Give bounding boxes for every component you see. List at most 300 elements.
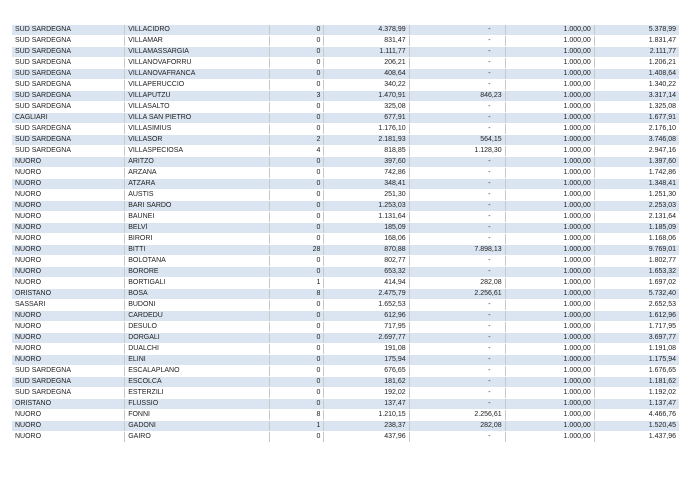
cell-total: 2.253,03 — [594, 201, 679, 212]
cell-total: 1.251,30 — [594, 190, 679, 201]
cell-amount-b: - — [409, 256, 505, 267]
table-row — [12, 344, 679, 355]
cell-total: 1.168,06 — [594, 234, 679, 245]
cell-amount-b: 564,15 — [409, 135, 505, 146]
cell-count: 0 — [270, 113, 324, 124]
table-row — [12, 355, 679, 366]
cell-amount-c: 1.000,00 — [505, 146, 594, 157]
cell-count: 28 — [270, 245, 324, 256]
cell-provincia: NUORO — [12, 278, 125, 289]
cell-total: 1.831,47 — [594, 36, 679, 47]
cell-amount-c: 1.000,00 — [505, 223, 594, 234]
cell-total: 1.742,86 — [594, 168, 679, 179]
cell-comune: VILLACIDRO — [125, 25, 270, 36]
cell-count: 0 — [270, 223, 324, 234]
cell-provincia: NUORO — [12, 168, 125, 179]
cell-total: 1.677,91 — [594, 113, 679, 124]
cell-count: 0 — [270, 366, 324, 377]
table-row — [12, 124, 679, 135]
table-row — [12, 212, 679, 223]
cell-amount-a: 192,02 — [324, 388, 409, 399]
cell-total: 1.676,65 — [594, 366, 679, 377]
cell-provincia: SUD SARDEGNA — [12, 366, 125, 377]
cell-amount-b: - — [409, 432, 505, 443]
cell-count: 0 — [270, 300, 324, 311]
cell-count: 0 — [270, 267, 324, 278]
cell-amount-c: 1.000,00 — [505, 201, 594, 212]
cell-count: 0 — [270, 333, 324, 344]
table-row — [12, 432, 679, 443]
cell-amount-c: 1.000,00 — [505, 190, 594, 201]
table-row — [12, 421, 679, 432]
table-row — [12, 69, 679, 80]
table-row — [12, 245, 679, 256]
cell-total: 5.378,99 — [594, 25, 679, 36]
cell-amount-a: 4.378,99 — [324, 25, 409, 36]
cell-total: 1.348,41 — [594, 179, 679, 190]
cell-amount-b: - — [409, 212, 505, 223]
cell-amount-c: 1.000,00 — [505, 267, 594, 278]
cell-amount-b: - — [409, 69, 505, 80]
cell-comune: BELVÌ — [125, 223, 270, 234]
cell-amount-a: 818,85 — [324, 146, 409, 157]
cell-comune: GADONI — [125, 421, 270, 432]
cell-amount-b: 2.256,61 — [409, 289, 505, 300]
cell-amount-c: 1.000,00 — [505, 256, 594, 267]
cell-amount-c: 1.000,00 — [505, 179, 594, 190]
cell-amount-a: 717,95 — [324, 322, 409, 333]
cell-count: 0 — [270, 344, 324, 355]
cell-provincia: SUD SARDEGNA — [12, 25, 125, 36]
cell-amount-a: 2.697,77 — [324, 333, 409, 344]
table-row — [12, 80, 679, 91]
cell-provincia: NUORO — [12, 432, 125, 443]
cell-amount-b: - — [409, 355, 505, 366]
cell-amount-b: - — [409, 25, 505, 36]
cell-amount-a: 340,22 — [324, 80, 409, 91]
cell-count: 0 — [270, 157, 324, 168]
cell-amount-b: - — [409, 388, 505, 399]
cell-provincia: SUD SARDEGNA — [12, 102, 125, 113]
cell-amount-a: 1.652,53 — [324, 300, 409, 311]
cell-count: 0 — [270, 256, 324, 267]
cell-comune: BOSA — [125, 289, 270, 300]
cell-comune: BAUNEI — [125, 212, 270, 223]
cell-total: 1.520,45 — [594, 421, 679, 432]
cell-provincia: CAGLIARI — [12, 113, 125, 124]
cell-comune: VILLANOVAFRANCA — [125, 69, 270, 80]
cell-amount-a: 1.111,77 — [324, 47, 409, 58]
cell-amount-c: 1.000,00 — [505, 388, 594, 399]
cell-provincia: SUD SARDEGNA — [12, 58, 125, 69]
cell-provincia: NUORO — [12, 179, 125, 190]
cell-amount-c: 1.000,00 — [505, 410, 594, 421]
cell-amount-b: - — [409, 399, 505, 410]
cell-provincia: NUORO — [12, 245, 125, 256]
cell-count: 0 — [270, 355, 324, 366]
cell-total: 1.192,02 — [594, 388, 679, 399]
cell-amount-b: - — [409, 179, 505, 190]
cell-amount-a: 831,47 — [324, 36, 409, 47]
cell-count: 8 — [270, 289, 324, 300]
cell-total: 1.137,47 — [594, 399, 679, 410]
cell-amount-a: 181,62 — [324, 377, 409, 388]
cell-amount-b: - — [409, 80, 505, 91]
cell-amount-c: 1.000,00 — [505, 135, 594, 146]
cell-comune: GAIRO — [125, 432, 270, 443]
cell-total: 3.697,77 — [594, 333, 679, 344]
cell-amount-b: - — [409, 311, 505, 322]
cell-provincia: SUD SARDEGNA — [12, 36, 125, 47]
cell-total: 2.176,10 — [594, 124, 679, 135]
cell-amount-a: 1.470,91 — [324, 91, 409, 102]
cell-total: 1.437,96 — [594, 432, 679, 443]
table-row — [12, 91, 679, 102]
cell-amount-c: 1.000,00 — [505, 36, 594, 47]
cell-amount-b: - — [409, 168, 505, 179]
cell-provincia: NUORO — [12, 410, 125, 421]
cell-provincia: NUORO — [12, 234, 125, 245]
cell-comune: FONNI — [125, 410, 270, 421]
cell-comune: VILLASIMIUS — [125, 124, 270, 135]
cell-count: 0 — [270, 124, 324, 135]
table-row — [12, 410, 679, 421]
cell-count: 1 — [270, 278, 324, 289]
cell-provincia: NUORO — [12, 421, 125, 432]
cell-comune: BUDONI — [125, 300, 270, 311]
cell-amount-c: 1.000,00 — [505, 157, 594, 168]
cell-amount-a: 2.475,79 — [324, 289, 409, 300]
cell-provincia: SUD SARDEGNA — [12, 69, 125, 80]
cell-total: 1.191,08 — [594, 344, 679, 355]
cell-amount-b: - — [409, 47, 505, 58]
cell-amount-c: 1.000,00 — [505, 80, 594, 91]
cell-total: 3.317,14 — [594, 91, 679, 102]
cell-amount-c: 1.000,00 — [505, 245, 594, 256]
cell-total: 1.206,21 — [594, 58, 679, 69]
cell-amount-c: 1.000,00 — [505, 25, 594, 36]
cell-amount-a: 408,64 — [324, 69, 409, 80]
cell-amount-a: 325,08 — [324, 102, 409, 113]
cell-count: 0 — [270, 69, 324, 80]
cell-count: 0 — [270, 311, 324, 322]
cell-total: 3.746,08 — [594, 135, 679, 146]
cell-provincia: NUORO — [12, 212, 125, 223]
table-row — [12, 399, 679, 410]
cell-amount-b: 1.128,30 — [409, 146, 505, 157]
cell-comune: VILLAPUTZU — [125, 91, 270, 102]
cell-provincia: SUD SARDEGNA — [12, 124, 125, 135]
cell-count: 0 — [270, 102, 324, 113]
cell-comune: ESTERZILI — [125, 388, 270, 399]
table-row — [12, 223, 679, 234]
table-row — [12, 157, 679, 168]
cell-count: 4 — [270, 146, 324, 157]
table-row — [12, 278, 679, 289]
cell-comune: ATZARA — [125, 179, 270, 190]
cell-amount-b: 282,08 — [409, 421, 505, 432]
cell-amount-c: 1.000,00 — [505, 168, 594, 179]
cell-comune: VILLANOVAFORRU — [125, 58, 270, 69]
cell-amount-c: 1.000,00 — [505, 355, 594, 366]
cell-count: 3 — [270, 91, 324, 102]
cell-count: 0 — [270, 234, 324, 245]
cell-count: 0 — [270, 377, 324, 388]
cell-amount-c: 1.000,00 — [505, 69, 594, 80]
cell-count: 0 — [270, 179, 324, 190]
cell-provincia: SUD SARDEGNA — [12, 47, 125, 58]
cell-amount-a: 1.131,64 — [324, 212, 409, 223]
table-row — [12, 289, 679, 300]
table-row — [12, 135, 679, 146]
cell-total: 2.947,16 — [594, 146, 679, 157]
cell-total: 1.185,09 — [594, 223, 679, 234]
table-row — [12, 168, 679, 179]
cell-total: 2.131,64 — [594, 212, 679, 223]
cell-provincia: NUORO — [12, 311, 125, 322]
cell-provincia: SUD SARDEGNA — [12, 80, 125, 91]
cell-amount-a: 238,37 — [324, 421, 409, 432]
cell-amount-a: 676,65 — [324, 366, 409, 377]
table-row — [12, 322, 679, 333]
cell-total: 4.466,76 — [594, 410, 679, 421]
cell-amount-a: 742,86 — [324, 168, 409, 179]
cell-count: 0 — [270, 47, 324, 58]
cell-amount-a: 612,96 — [324, 311, 409, 322]
cell-amount-c: 1.000,00 — [505, 102, 594, 113]
cell-count: 0 — [270, 388, 324, 399]
cell-amount-b: - — [409, 366, 505, 377]
cell-provincia: NUORO — [12, 267, 125, 278]
cell-comune: ELINI — [125, 355, 270, 366]
cell-amount-b: - — [409, 300, 505, 311]
table-row — [12, 377, 679, 388]
cell-amount-c: 1.000,00 — [505, 212, 594, 223]
cell-amount-b: 846,23 — [409, 91, 505, 102]
cell-total: 1.802,77 — [594, 256, 679, 267]
cell-amount-a: 802,77 — [324, 256, 409, 267]
cell-provincia: NUORO — [12, 190, 125, 201]
cell-provincia: NUORO — [12, 333, 125, 344]
cell-total: 1.653,32 — [594, 267, 679, 278]
cell-amount-b: - — [409, 267, 505, 278]
cell-count: 0 — [270, 190, 324, 201]
table-row — [12, 256, 679, 267]
cell-amount-a: 437,96 — [324, 432, 409, 443]
cell-count: 1 — [270, 421, 324, 432]
table-row — [12, 234, 679, 245]
cell-amount-a: 397,60 — [324, 157, 409, 168]
data-table — [12, 25, 679, 443]
cell-amount-b: - — [409, 201, 505, 212]
cell-comune: DORGALI — [125, 333, 270, 344]
table-row — [12, 201, 679, 212]
cell-total: 1.325,08 — [594, 102, 679, 113]
cell-comune: ESCALAPLANO — [125, 366, 270, 377]
cell-provincia: NUORO — [12, 223, 125, 234]
cell-count: 0 — [270, 80, 324, 91]
table-row — [12, 388, 679, 399]
cell-total: 1.175,94 — [594, 355, 679, 366]
cell-amount-c: 1.000,00 — [505, 289, 594, 300]
cell-total: 2.652,53 — [594, 300, 679, 311]
cell-comune: VILLAMASSARGIA — [125, 47, 270, 58]
cell-comune: FLUSSIO — [125, 399, 270, 410]
cell-count: 8 — [270, 410, 324, 421]
cell-total: 2.111,77 — [594, 47, 679, 58]
cell-amount-c: 1.000,00 — [505, 47, 594, 58]
cell-provincia: SUD SARDEGNA — [12, 135, 125, 146]
cell-amount-c: 1.000,00 — [505, 113, 594, 124]
cell-comune: DUALCHI — [125, 344, 270, 355]
cell-amount-b: - — [409, 102, 505, 113]
cell-amount-c: 1.000,00 — [505, 366, 594, 377]
cell-count: 2 — [270, 135, 324, 146]
cell-amount-c: 1.000,00 — [505, 377, 594, 388]
cell-provincia: ORISTANO — [12, 399, 125, 410]
cell-total: 5.732,40 — [594, 289, 679, 300]
cell-comune: CARDEDU — [125, 311, 270, 322]
table-row — [12, 190, 679, 201]
cell-count: 0 — [270, 168, 324, 179]
cell-amount-a: 206,21 — [324, 58, 409, 69]
cell-amount-b: - — [409, 58, 505, 69]
cell-count: 0 — [270, 58, 324, 69]
cell-provincia: SUD SARDEGNA — [12, 91, 125, 102]
cell-amount-c: 1.000,00 — [505, 124, 594, 135]
table-row — [12, 179, 679, 190]
cell-provincia: NUORO — [12, 157, 125, 168]
cell-total: 1.340,22 — [594, 80, 679, 91]
cell-comune: BIRORI — [125, 234, 270, 245]
cell-total: 9.769,01 — [594, 245, 679, 256]
cell-amount-b: 282,08 — [409, 278, 505, 289]
table-row — [12, 311, 679, 322]
cell-amount-a: 137,47 — [324, 399, 409, 410]
cell-comune: ARITZO — [125, 157, 270, 168]
cell-total: 1.697,02 — [594, 278, 679, 289]
cell-comune: BITTI — [125, 245, 270, 256]
cell-amount-b: - — [409, 333, 505, 344]
cell-provincia: ORISTANO — [12, 289, 125, 300]
cell-comune: AUSTIS — [125, 190, 270, 201]
cell-amount-b: - — [409, 322, 505, 333]
cell-provincia: SUD SARDEGNA — [12, 388, 125, 399]
cell-amount-b: - — [409, 157, 505, 168]
cell-amount-a: 1.176,10 — [324, 124, 409, 135]
cell-amount-b: - — [409, 344, 505, 355]
cell-count: 0 — [270, 201, 324, 212]
cell-amount-b: - — [409, 36, 505, 47]
cell-amount-c: 1.000,00 — [505, 432, 594, 443]
cell-amount-c: 1.000,00 — [505, 322, 594, 333]
cell-count: 0 — [270, 25, 324, 36]
cell-amount-a: 414,94 — [324, 278, 409, 289]
table-row — [12, 58, 679, 69]
cell-total: 1.397,60 — [594, 157, 679, 168]
cell-comune: VILLASOR — [125, 135, 270, 146]
cell-amount-c: 1.000,00 — [505, 421, 594, 432]
cell-comune: BOLOTANA — [125, 256, 270, 267]
table-row — [12, 267, 679, 278]
cell-comune: DESULO — [125, 322, 270, 333]
cell-amount-c: 1.000,00 — [505, 311, 594, 322]
cell-amount-c: 1.000,00 — [505, 91, 594, 102]
cell-amount-b: - — [409, 190, 505, 201]
cell-amount-c: 1.000,00 — [505, 58, 594, 69]
cell-amount-a: 185,09 — [324, 223, 409, 234]
cell-amount-a: 251,30 — [324, 190, 409, 201]
cell-amount-a: 870,88 — [324, 245, 409, 256]
cell-comune: VILLA SAN PIETRO — [125, 113, 270, 124]
cell-count: 0 — [270, 36, 324, 47]
cell-amount-a: 653,32 — [324, 267, 409, 278]
cell-provincia: SUD SARDEGNA — [12, 377, 125, 388]
cell-provincia: NUORO — [12, 355, 125, 366]
cell-comune: ESCOLCA — [125, 377, 270, 388]
cell-amount-b: - — [409, 377, 505, 388]
cell-amount-a: 2.181,93 — [324, 135, 409, 146]
cell-amount-a: 168,06 — [324, 234, 409, 245]
cell-comune: VILLASALTO — [125, 102, 270, 113]
cell-amount-a: 191,08 — [324, 344, 409, 355]
cell-provincia: SASSARI — [12, 300, 125, 311]
cell-amount-b: 7.898,13 — [409, 245, 505, 256]
cell-amount-c: 1.000,00 — [505, 278, 594, 289]
cell-total: 1.612,96 — [594, 311, 679, 322]
table-row — [12, 102, 679, 113]
cell-count: 0 — [270, 212, 324, 223]
table-body — [12, 25, 679, 443]
cell-comune: BARI SARDO — [125, 201, 270, 212]
cell-provincia: NUORO — [12, 256, 125, 267]
cell-amount-a: 1.253,03 — [324, 201, 409, 212]
cell-comune: ARZANA — [125, 168, 270, 179]
cell-count: 0 — [270, 399, 324, 410]
cell-amount-b: - — [409, 124, 505, 135]
cell-amount-c: 1.000,00 — [505, 234, 594, 245]
table-row — [12, 47, 679, 58]
cell-comune: VILLAPERUCCIO — [125, 80, 270, 91]
cell-provincia: NUORO — [12, 322, 125, 333]
cell-amount-c: 1.000,00 — [505, 344, 594, 355]
cell-total: 1.181,62 — [594, 377, 679, 388]
cell-amount-b: 2.256,61 — [409, 410, 505, 421]
cell-total: 1.408,64 — [594, 69, 679, 80]
table-row — [12, 113, 679, 124]
table-row — [12, 333, 679, 344]
cell-amount-c: 1.000,00 — [505, 300, 594, 311]
cell-comune: VILLAMAR — [125, 36, 270, 47]
cell-provincia: NUORO — [12, 344, 125, 355]
table-row — [12, 36, 679, 47]
cell-amount-a: 677,91 — [324, 113, 409, 124]
cell-amount-b: - — [409, 223, 505, 234]
cell-comune: BORORE — [125, 267, 270, 278]
cell-amount-c: 1.000,00 — [505, 333, 594, 344]
cell-comune: VILLASPECIOSA — [125, 146, 270, 157]
cell-amount-a: 1.210,15 — [324, 410, 409, 421]
table-row — [12, 25, 679, 36]
table-row — [12, 300, 679, 311]
cell-count: 0 — [270, 432, 324, 443]
cell-total: 1.717,95 — [594, 322, 679, 333]
table-row — [12, 146, 679, 157]
cell-count: 0 — [270, 322, 324, 333]
cell-amount-b: - — [409, 113, 505, 124]
cell-amount-a: 175,94 — [324, 355, 409, 366]
table-row — [12, 366, 679, 377]
